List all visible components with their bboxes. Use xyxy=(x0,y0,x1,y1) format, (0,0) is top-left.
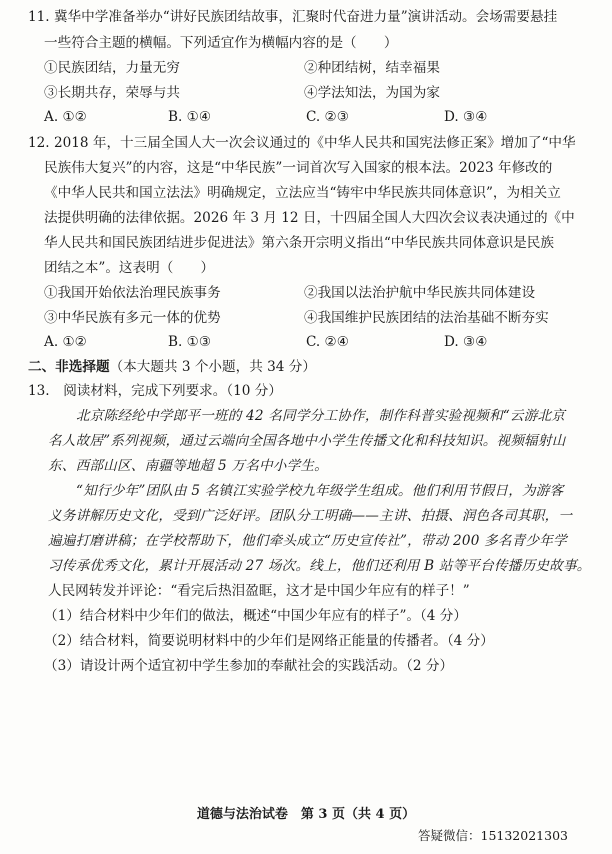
q11-option-2: ②种团结树，结幸福果 xyxy=(304,60,440,76)
page-footer: 道德与法治试卷 第 3 页（共 4 页） xyxy=(196,807,416,822)
q11-option-4: ④学法知法，为国为家 xyxy=(304,85,440,101)
q13-material-line6: 遍遍打磨讲稿；在学校帮助下，他们牵头成立“历史宣传社”，带动 200 多名青少年学 xyxy=(48,533,567,549)
q13-material-line2: 名人故居”系列视频，通过云端向全国各地中小学生传播文化和科技知识。视频辐射山 xyxy=(48,433,566,449)
section-note: （本大题共 3 个小题，共 34 分） xyxy=(109,359,316,375)
q11-option-3: ③长期共存，荣辱与共 xyxy=(44,85,180,101)
q12-choice-a: A. ①② xyxy=(44,334,87,350)
q13-requirement-2: （2）结合材料，简要说明材料中的少年们是网络正能量的传播者。（4 分） xyxy=(44,633,494,649)
q13-requirement-1: （1）结合材料中少年们的做法，概述“中国少年应有的样子”。（4 分） xyxy=(44,608,467,624)
q12-option-3: ③中华民族有多元一体的优势 xyxy=(44,310,221,326)
q12-option-4: ④我国维护民族团结的法治基础不断夯实 xyxy=(304,310,549,326)
q13-material-line3: 东、西部山区、南疆等地超 5 万名中小学生。 xyxy=(48,458,328,474)
q11-choice-c: C. ②③ xyxy=(306,109,349,125)
q13-material-line1: 北京陈经纶中学郎平一班的 42 名同学分工协作，制作科普实验视频和“云游北京 xyxy=(76,408,566,424)
q12-choice-d: D. ③④ xyxy=(444,334,488,350)
q13-stem: 13. 阅读材料，完成下列要求。（10 分） xyxy=(28,383,282,399)
section-heading xyxy=(28,358,316,376)
q12-choice-b: B. ①③ xyxy=(168,334,212,350)
q11-stem-line1: 11. 冀华中学准备举办“讲好民族团结故事，汇聚时代奋进力量”演讲活动。会场需要悬挂 xyxy=(28,9,558,25)
q12-stem-line3: 《中华人民共和国立法法》明确规定，立法应当“铸牢中华民族共同体意识”，为相关立 xyxy=(44,185,561,201)
q12-stem-line4: 法提供明确的法律依据。2026 年 3 月 12 日，十四届全国人大四次会议表决通过的《中 xyxy=(44,210,575,226)
q12-option-2: ②我国以法治护航中华民族共同体建设 xyxy=(304,285,536,301)
q12-stem-line1: 12. 2018 年，十三届全国人大一次会议通过的《中华人民共和国宪法修正案》增加了“中华 xyxy=(28,135,576,151)
section-title: 二、非选择题 xyxy=(28,359,110,375)
q13-material-line8: 人民网转发并评论：“看完后热泪盈眶，这才是中国少年应有的样子！” xyxy=(48,583,470,599)
q12-choice-c: C. ②④ xyxy=(306,334,349,350)
q11-choice-d: D. ③④ xyxy=(444,109,488,125)
q11-stem-line2: 一些符合主题的横幅。下列适宜作为横幅内容的是（ ） xyxy=(44,35,398,51)
q12-stem-line2: 民族伟大复兴”的内容，这是“中华民族”一词首次写入国家的根本法。2023 年修改的 xyxy=(44,160,553,176)
q11-choice-b: B. ①④ xyxy=(168,109,212,125)
q12-stem-line5: 华人民共和国民族团结进步促进法》第六条开宗明义指出“中华民族共同体意识是民族 xyxy=(44,235,554,251)
q13-requirement-3: （3）请设计两个适宜初中学生参加的奉献社会的实践活动。（2 分） xyxy=(44,658,454,674)
q12-option-1: ①我国开始依法治理民族事务 xyxy=(44,285,221,301)
q13-material-line5: 义务讲解历史文化，受到广泛好评。团队分工明确——主讲、拍摄、润色各司其职，一 xyxy=(48,508,573,524)
q13-material-line4: “知行少年”团队由 5 名镇江实验学校九年级学生组成。他们利用节假日，为游客 xyxy=(76,483,564,499)
q11-choice-a: A. ①② xyxy=(44,109,87,125)
q11-option-1: ①民族团结，力量无穷 xyxy=(44,60,180,76)
q13-material-line7: 习传承优秀文化，累计开展活动 27 场次。线上，他们还利用 B 站等平台传播历史故事。 xyxy=(48,558,591,574)
contact-info: 答疑微信：15132021303 xyxy=(418,828,568,843)
q12-stem-line6: 团结之本”。这表明（ ） xyxy=(44,260,215,276)
